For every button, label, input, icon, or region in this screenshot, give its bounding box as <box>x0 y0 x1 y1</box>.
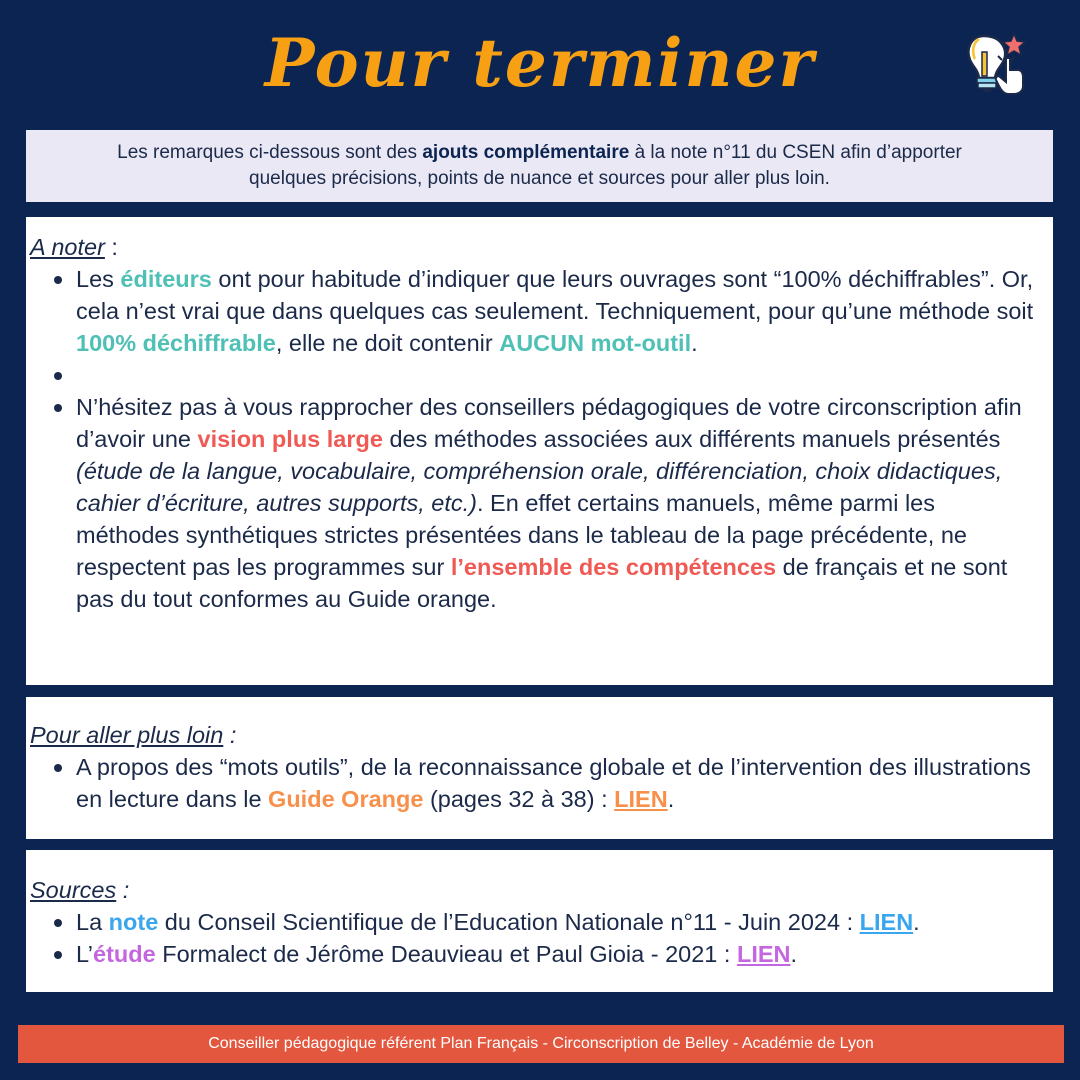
highlight-ensemble: l’ensemble des compétences <box>450 554 777 580</box>
csen-note-link[interactable]: LIEN <box>859 909 914 935</box>
plus-loin-card: Pour aller plus loin : A propos des “mots outils”, de la reconnaissance globale et de l’intervention des illustrations en lecture dans le Guide Orange (pages 32 à 38) : LIEN. <box>26 697 1053 839</box>
list-item: La note du Conseil Scientifique de l’Education Nationale n°11 - Juin 2024 : LIEN. <box>76 906 1039 938</box>
a-noter-card: A noter : Les éditeurs ont pour habitude d’indiquer que leurs ouvrages sont “100% déchiffrables”. Or, cela n’est vrai que dans quelques cas seulement. Techniquement, pour qu’une méthode soit 100% déchiffrable, elle ne doit contenir AUCUN mot-outil. N’hésitez pas à vous rapprocher des conseillers pédagogiques de votre circonscription afin d’avoir une vision plus large des méthodes associées aux différents manuels présentés (étude de la langue, vocabulaire, compréhension orale, différenciation, choix didactiques, cahier d’écriture, autres supports, etc.). En effet certains manuels, même parmi les méthodes synthétiques strictes présentées dans le tableau de la page précédente, ne respectent pas les programmes sur l’ensemble des compétences de français et ne sont pas du tout conformes au Guide orange. <box>26 217 1053 685</box>
a-noter-list <box>30 263 1039 615</box>
highlight-vision: vision plus large <box>197 426 383 452</box>
list-item: L’étude Formalect de Jérôme Deauvieau et Paul Gioia - 2021 : LIEN. <box>76 938 1039 970</box>
italic-list: (étude de la langue, vocabulaire, compréhension orale, différenciation, choix didactiques, cahier d’écriture, autres supports, etc.) <box>76 458 1003 516</box>
formalect-link[interactable]: LIEN <box>736 941 791 967</box>
a-noter-heading: A noter <box>30 234 105 260</box>
plus-loin-heading: Pour aller plus loin <box>30 722 224 748</box>
sources-card: Sources : La note du Conseil Scientifique de l’Education Nationale n°11 - Juin 2024 : LIEN. L’étude Formalect de Jérôme Deauvieau et Paul Gioia - 2021 : LIEN. <box>26 850 1053 992</box>
highlight-dechiffrable: 100% déchiffrable <box>76 330 276 356</box>
plus-loin-list <box>30 751 1039 815</box>
list-item: Les éditeurs ont pour habitude d’indiquer que leurs ouvrages sont “100% déchiffrables”. Or, cela n’est vrai que dans quelques cas seulement. Techniquement, pour qu’une méthode soit 100% déchiffrable, elle ne doit contenir AUCUN mot-outil. <box>76 263 1039 359</box>
guide-orange-link[interactable]: LIEN <box>614 786 668 812</box>
intro-bold: ajouts complémentaire <box>422 142 630 163</box>
intro-line-2: quelques précisions, points de nuance et sources pour aller plus loin. <box>249 168 830 189</box>
highlight-editeurs: éditeurs <box>120 266 212 292</box>
list-item: A propos des “mots outils”, de la reconnaissance globale et de l’intervention des illustrations en lecture dans le Guide Orange (pages 32 à 38) : LIEN. <box>76 751 1039 815</box>
sources-list <box>30 906 1039 970</box>
highlight-etude: étude <box>93 941 156 967</box>
intro-box <box>26 130 1053 202</box>
footer-banner: Conseiller pédagogique référent Plan Français - Circonscription de Belley - Académie de Lyon <box>18 1025 1064 1063</box>
highlight-aucun-mot-outil: AUCUN mot-outil <box>499 330 692 356</box>
highlight-note: note <box>108 909 159 935</box>
sources-heading: Sources <box>30 877 117 903</box>
list-item: N’hésitez pas à vous rapprocher des conseillers pédagogiques de votre circonscription afin d’avoir une vision plus large des méthodes associées aux différents manuels présentés (étude de la langue, vocabulaire, compréhension orale, différenciation, choix didactiques, cahier d’écriture, autres supports, etc.). En effet certains manuels, même parmi les méthodes synthétiques strictes présentées dans le tableau de la page précédente, ne respectent pas les programmes sur l’ensemble des compétences de français et ne sont pas du tout conformes au Guide orange. <box>76 391 1039 615</box>
lightbulb-click-icon <box>962 28 1032 98</box>
intro-line-1: Les remarques ci-dessous sont des ajouts complémentaire à la note n°11 du CSEN afin d’apporter <box>117 142 962 163</box>
spacer <box>76 359 1039 391</box>
highlight-guide-orange: Guide Orange <box>268 786 424 812</box>
page-title: Pour terminer <box>264 24 816 102</box>
